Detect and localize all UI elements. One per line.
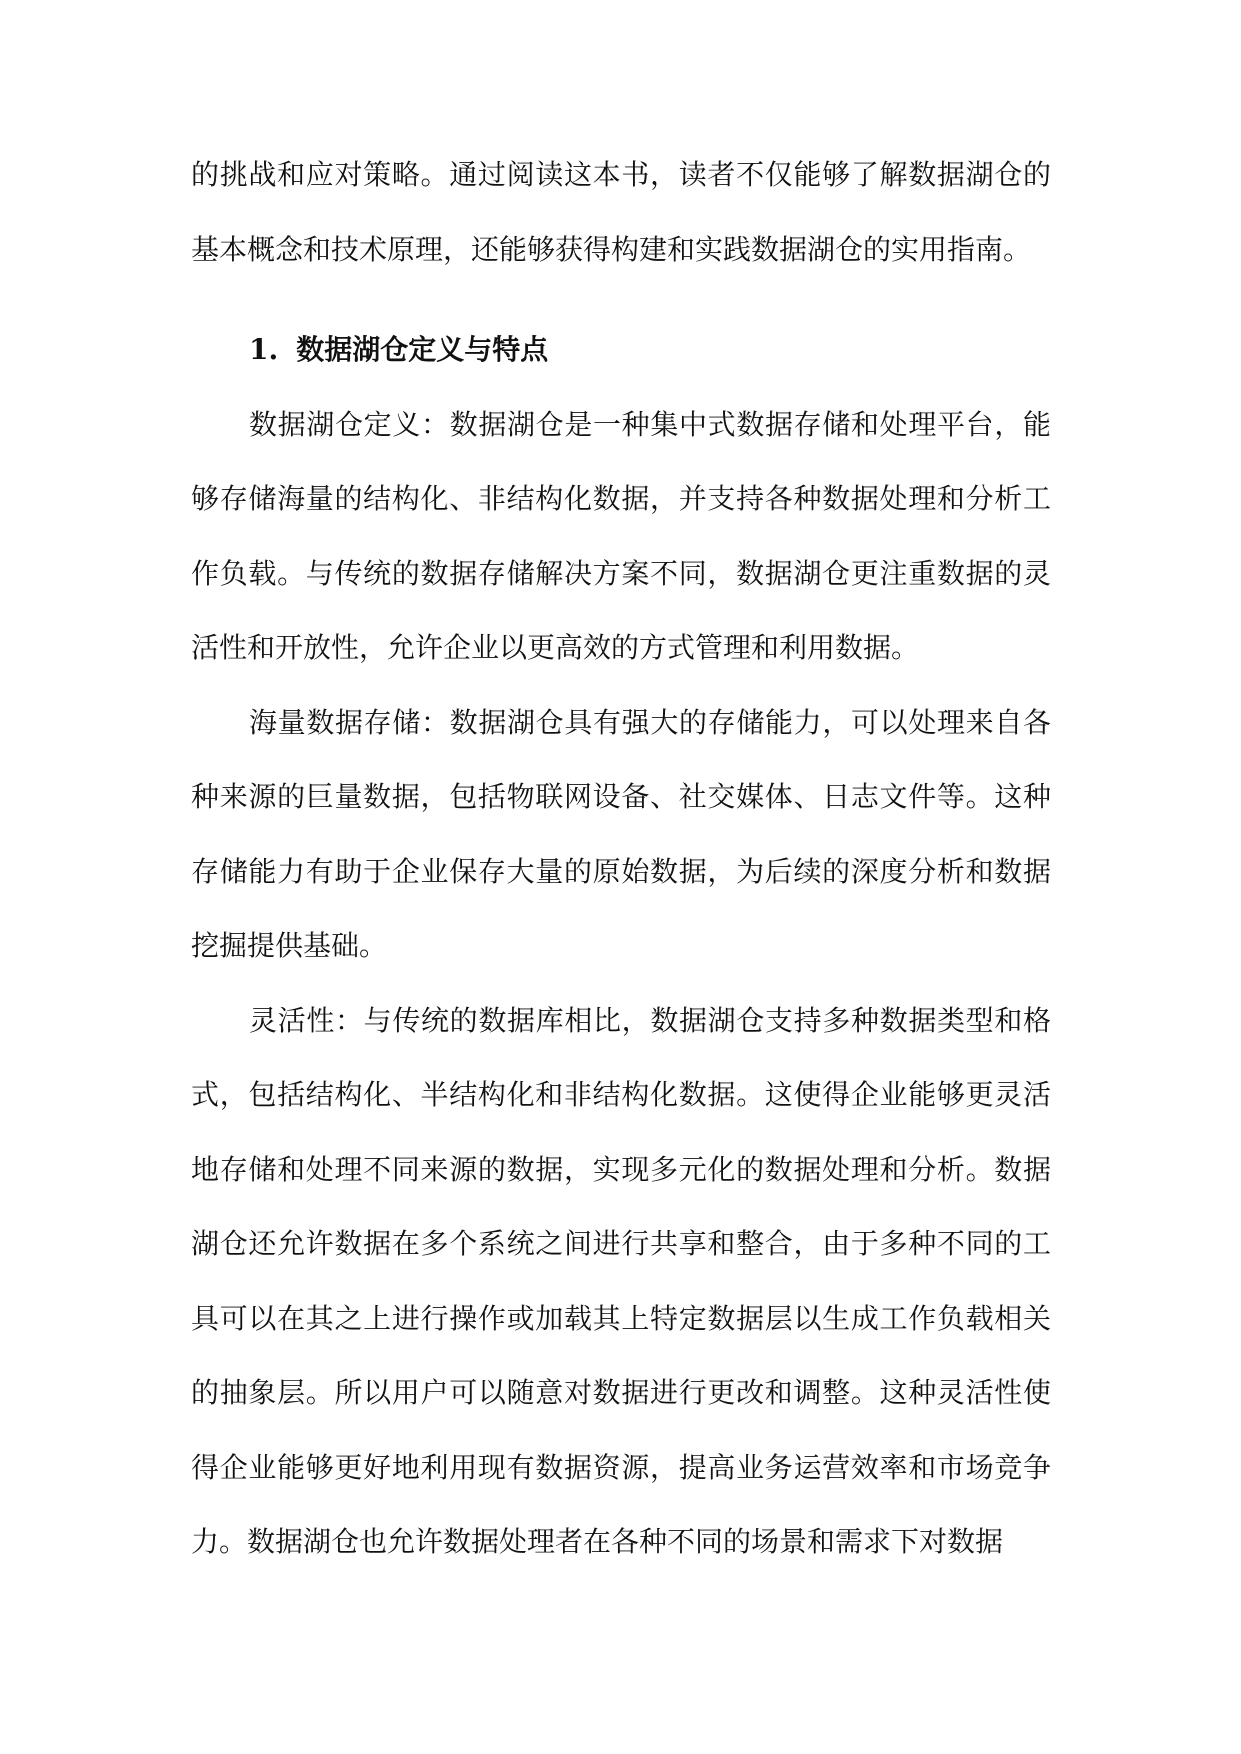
section-number: 1. (249, 333, 279, 366)
paragraph-flexibility: 灵活性：与传统的数据库相比，数据湖仓支持多种数据类型和格式，包括结构化、半结构化和非结构化数据。这使得企业能够更灵活地存储和处理不同来源的数据，实现多元化的数据处理和分析。数据湖仓还允许数据在多个系统之间进行共享和整合，由于多种不同的工具可以在其之上进行操作或加载其上特定数据层以生成工作负载相关的抽象层。所以用户可以随意对数据进行更改和调整。这种灵活性使得企业能够更好地利用现有数据资源，提高业务运营效率和市场竞争力。数据湖仓也允许数据处理者在各种不同的场景和需求下对数据 (191, 1003, 1051, 1558)
paragraph-definition: 数据湖仓定义：数据湖仓是一种集中式数据存储和处理平台，能够存储海量的结构化、非结构化数据，并支持各种数据处理和分析工作负载。与传统的数据存储解决方案不同，数据湖仓更注重数据的灵活性和开放性，允许企业以更高效的方式管理和利用数据。 (191, 407, 1051, 664)
section-title: 数据湖仓定义与特点 (296, 333, 549, 366)
paragraph-storage: 海量数据存储：数据湖仓具有强大的存储能力，可以处理来自各种来源的巨量数据，包括物联网设备、社交媒体、日志文件等。这种存储能力有助于企业保存大量的原始数据，为后续的深度分析和数据挖掘提供基础。 (191, 705, 1051, 962)
section-heading (191, 313, 1051, 388)
continuation-paragraph: 的挑战和应对策略。通过阅读这本书，读者不仅能够了解数据湖仓的基本概念和技术原理，还能够获得构建和实践数据湖仓的实用指南。 (191, 158, 1051, 266)
document-body (191, 138, 1051, 1580)
